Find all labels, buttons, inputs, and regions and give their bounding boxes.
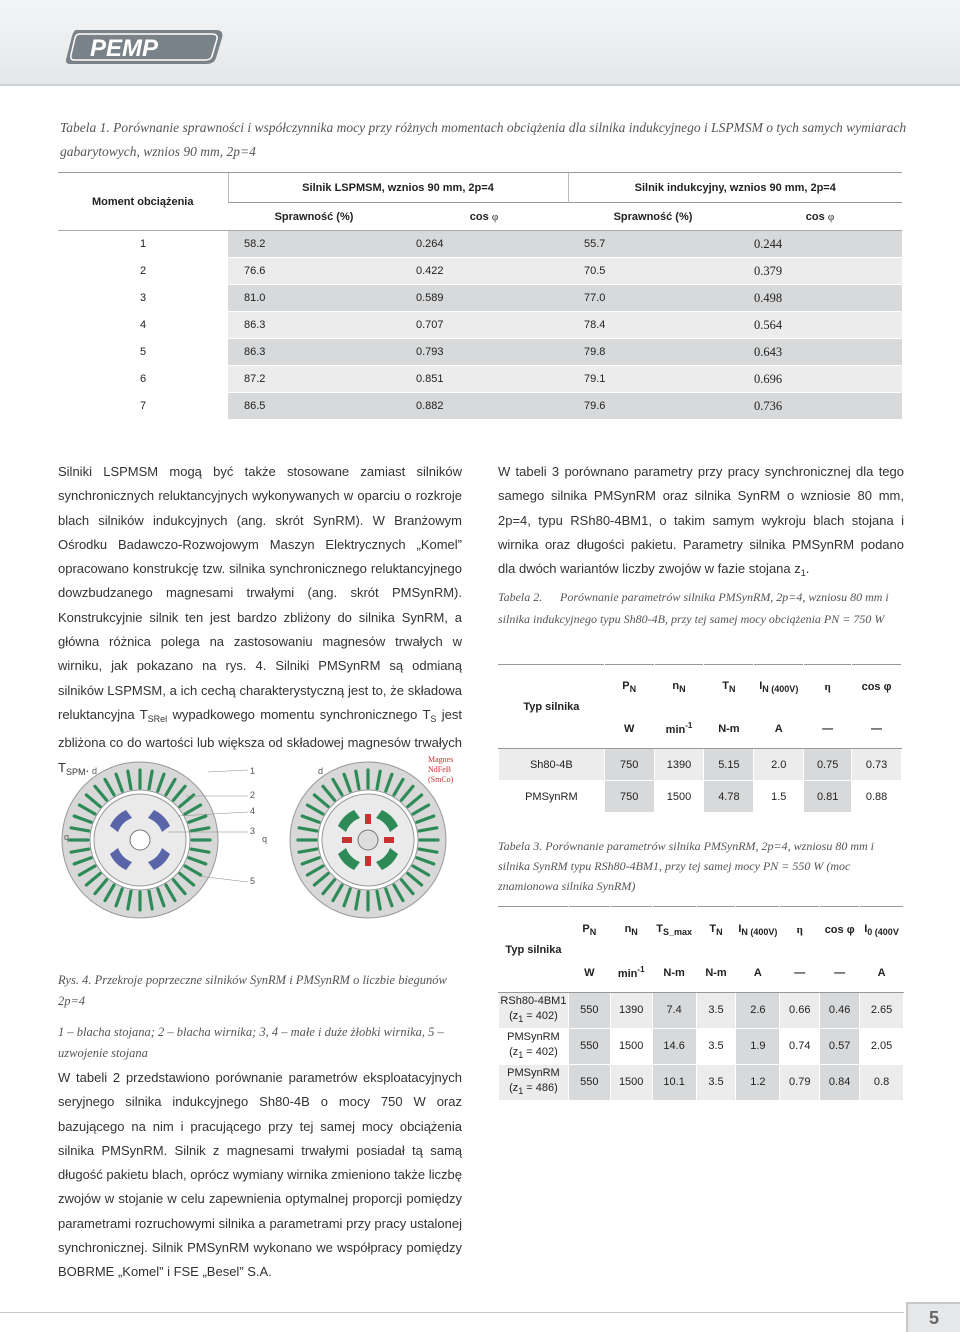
col-i0: $I_{0 (400V}$ — [860, 907, 904, 953]
unit-cell: $\min^{-1}$ — [610, 953, 652, 993]
table-row: 4 86.3 0.707 78.4 0.564 — [58, 312, 902, 339]
unit-cell: — — [804, 709, 852, 749]
table1-caption: Tabela 1. Porównanie sprawności i współczynnika mocy przy różnych momentach obciążenia dla silnika indukcyjnego i LSPMSM o tych samych wymiarach gabarytowych, wznios 90 mm, 2p=4 — [60, 120, 907, 159]
table3-caption: Tabela 3. Porównanie parametrów silnika PMSynRM, 2p=4, wzniosu 80 mm i silnika SynRM typu RSh80-4BM1, przy tej samej mocy PN = 550 W (moc znamionowa silnika SynRM) — [498, 839, 874, 893]
col-in: $I_{N (400V)}$ — [736, 907, 780, 953]
unit-cell: N-m — [704, 709, 754, 749]
label-3: 3 — [250, 826, 256, 836]
axis-d-right: d — [318, 766, 324, 776]
page-number: 5 — [906, 1302, 960, 1332]
col-eta: η — [804, 665, 852, 709]
col-cos-2: cos φ — [738, 203, 902, 231]
unit-cell: $\min^{-1}$ — [654, 709, 704, 749]
row-name: RSh80-4BM1 $(z_1 = 402)$ — [499, 993, 569, 1029]
table-row: 7 86.5 0.882 79.6 0.736 — [58, 393, 902, 420]
table-row: PMSynRM $(z_1 = 402)$ 550 1500 14.6 3.5 1.9 0.74 0.57 2.05 — [499, 1029, 904, 1065]
col-nn: $n_N$ — [610, 907, 652, 953]
col-pn: $P_N$ — [568, 907, 610, 953]
unit-cell: W — [568, 953, 610, 993]
figure-caption: Rys. 4. Przekroje poprzeczne silników SynRM i PMSynRM o liczbie biegunów 2p=4 1 – blacha stojana; 2 – blacha wirnika; 3, 4 – małe i duże żłobki wirnika, 5 – uzwojenie stojana — [58, 973, 447, 1060]
unit-cell: N-m — [696, 953, 736, 993]
motor-cross-section-figure — [58, 756, 468, 924]
col-cosphi: cos φ — [852, 665, 902, 709]
axis-q-left: q — [64, 832, 70, 842]
col-cos-1: cos φ — [400, 203, 568, 231]
col-pn: $P_N$ — [604, 665, 654, 709]
table3 — [498, 906, 904, 1101]
table-row: RSh80-4BM1 $(z_1 = 402)$ 550 1390 7.4 3.5 2.6 0.66 0.46 2.65 — [499, 993, 904, 1029]
col-cosphi: cos φ — [820, 907, 860, 953]
pmsynrm-section — [290, 762, 446, 918]
col-moment: Moment obciążenia — [58, 173, 228, 231]
table-row: PMSynRM 750 1500 4.78 1.5 0.81 0.88 — [499, 781, 902, 813]
col-sprawnosc-1: Sprawność (%) — [228, 203, 400, 231]
unit-cell: — — [820, 953, 860, 993]
table-row: 1 58.2 0.264 55.7 0.244 — [58, 231, 902, 258]
unit-cell: A — [860, 953, 904, 993]
magnet-sub2: (SmCo) — [428, 775, 454, 784]
col-in: $I_{N (400V)}$ — [754, 665, 804, 709]
header-divider — [0, 84, 960, 86]
table2 — [498, 664, 902, 813]
label-5: 5 — [250, 876, 256, 886]
magnet-label: Magnes — [428, 756, 454, 764]
table-row: PMSynRM $(z_1 = 486)$ 550 1500 10.1 3.5 1.2 0.79 0.84 0.8 — [499, 1065, 904, 1101]
col-eta: η — [780, 907, 820, 953]
synrm-section — [62, 762, 218, 918]
pemp-logo — [66, 24, 226, 68]
table-row: 6 87.2 0.851 79.1 0.696 — [58, 366, 902, 393]
table-row: 5 86.3 0.793 79.8 0.643 — [58, 339, 902, 366]
table-row: 3 81.0 0.589 77.0 0.498 — [58, 285, 902, 312]
table-row: 2 76.6 0.422 70.5 0.379 — [58, 258, 902, 285]
unit-cell: — — [852, 709, 902, 749]
group-induction: Silnik indukcyjny, wznios 90 mm, 2p=4 — [568, 173, 902, 203]
col-typ: Typ silnika — [499, 665, 605, 749]
footer-divider — [0, 1312, 904, 1313]
magnet-sub1: NdFeB — [428, 765, 452, 774]
unit-cell: A — [754, 709, 804, 749]
col-typ: Typ silnika — [499, 907, 569, 993]
paragraph-table3-intro: W tabeli 3 porównano parametry przy pracy synchronicznej dla tego samego silnika PMSynRM oraz silnika SynRM o wzniosie 80 mm, 2p=4, typu RSh80-4BM1, o takim samym wykroju blach stojana i wirnika oraz długości pakietu. Parametry silnika PMSynRM podano dla dwóch wariantów liczby zwojów w fazie stojana $z_1$. — [498, 464, 904, 579]
col-tsmax: $T_{S\_max}$ — [652, 907, 696, 953]
label-1: 1 — [250, 766, 256, 776]
svg-text:PEMP: PEMP — [90, 35, 159, 62]
label-4: 4 — [250, 806, 256, 816]
unit-cell: N-m — [652, 953, 696, 993]
col-nn: $n_N$ — [654, 665, 704, 709]
table1 — [58, 172, 902, 420]
unit-cell: A — [736, 953, 780, 993]
group-lspmsm: Silnik LSPMSM, wznios 90 mm, 2p=4 — [228, 173, 568, 203]
paragraph-pmsynrm-intro: Silniki LSPMSM mogą być także stosowane zamiast silników synchronicznych reluktancyjnych wykonywanych w oparciu o rozkroje blach silników indukcyjnych (ang. skrót SynRM). W Branżowym Ośrodku Badawczo-Rozwojowym Maszyn Elektrycznych „Komel” opracowano konstrukcję tzw. silnika synchronicznego reluktancyjnego dowzbudzanego magnesami trwałymi (ang. skrót PMSynRM). Konstrukcyjnie silnik ten jest bardzo zbliżony do silnika SynRM, a główna różnica polega na zastosowaniu magnesów trwałych w wirniku, jak pokazano na rys. 4. Silniki PMSynRM są odmianą silników LSPMSM, a ich cechą charakterystyczną jest to, że składowa reluktancyjna $T_{SRel}$ wypadkowego momentu synchronicznego $T_S$ jest zbliżona co do wartości lub większa od składowej magnesów trwałych $T_{SPM}$. — [58, 464, 462, 777]
row-name: PMSynRM $(z_1 = 402)$ — [499, 1029, 569, 1065]
unit-cell: W — [604, 709, 654, 749]
col-sprawnosc-2: Sprawność (%) — [568, 203, 738, 231]
label-2: 2 — [250, 790, 256, 800]
paragraph-table2-intro: W tabeli 2 przedstawiono porównanie parametrów eksploatacyjnych seryjnego silnika indukcyjnego Sh80-4B o mocy 750 W oraz bazującego na nim i pracującego przy tej samej mocy obciążenia silnika PMSynRM. Silnik z magnesami trwałymi posiadał tą samą długość pakietu blach, oprócz wymiany wirnika zmieniono także liczbę zwojów w stojanie w celu zapewnienia optymalnej proporcji pomiędzy parametrami rozruchowymi silnika a parametrami przy pracy ustalonej synchronicznej. Silnik PMSynRM wykonano we współpracy pomiędzy BOBRME „Komel” i FSE „Besel” S.A. — [58, 1070, 462, 1280]
table-row: Sh80-4B 750 1390 5.15 2.0 0.75 0.73 — [499, 749, 902, 781]
unit-cell: — — [780, 953, 820, 993]
table2-caption: Tabela 2. Porównanie parametrów silnika PMSynRM, 2p=4, wzniosu 80 mm i silnika indukcyjnego typu Sh80-4B, przy tej samej mocy obciążenia PN = 750 W — [498, 590, 889, 626]
col-tn: $T_N$ — [696, 907, 736, 953]
page-header — [0, 0, 960, 86]
axis-d-left: d — [92, 766, 98, 776]
axis-q-right: q — [262, 834, 268, 844]
col-tn: $T_N$ — [704, 665, 754, 709]
row-name: PMSynRM $(z_1 = 486)$ — [499, 1065, 569, 1101]
